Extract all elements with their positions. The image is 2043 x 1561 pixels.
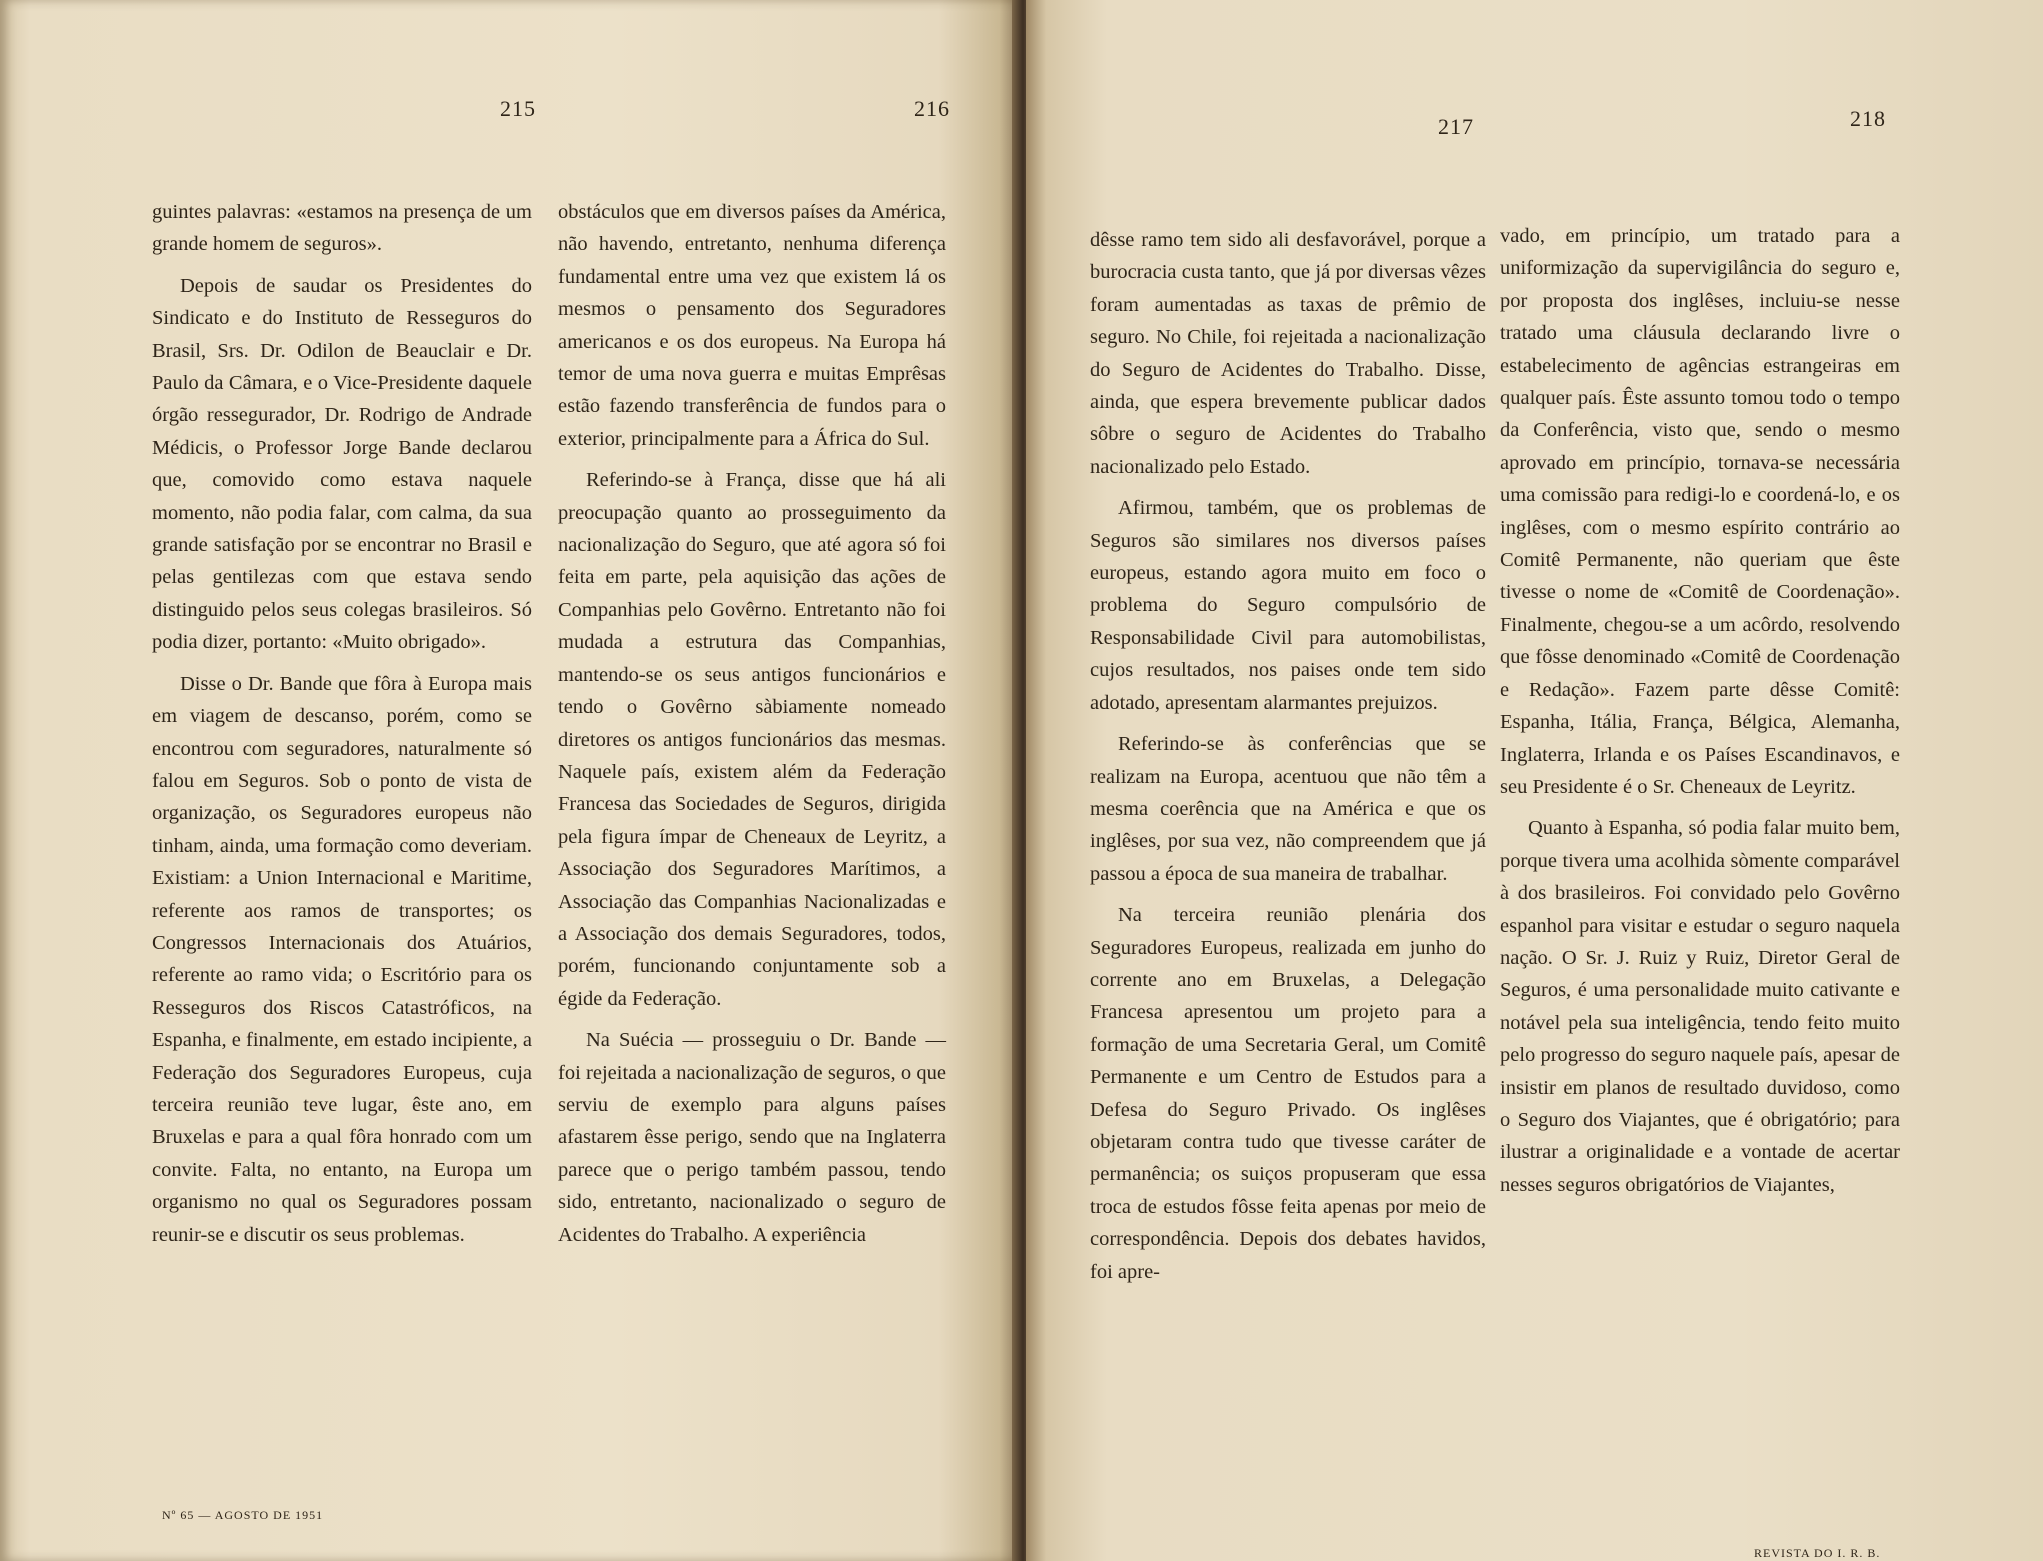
left-page xyxy=(0,0,1020,1561)
journal-footer: REVISTA DO I. R. B. xyxy=(1754,1546,1881,1560)
issue-footer: Nº 65 — AGOSTO DE 1951 xyxy=(162,1508,324,1522)
page-number: 215 xyxy=(500,96,536,121)
paragraph: Referindo-se à França, disse que há ali preocupação quanto ao prosseguimento da nacionalização do Seguro, que até agora só foi feita em parte, pela aquisição das ações de Companhias pelo Govêrno. Entretanto não foi mudada a estrutura das Companhias, mantendo-se os seus antigos funcionários e tendo o Govêrno sàbiamente nomeado diretores os antigos funcionários das mesmas. Naquele país, existem além da Federação Francesa das Sociedades de Seguros, dirigida pela figura ímpar de Cheneaux de Leyritz, a Associação dos Seguradores Marítimos, a Associação das Companhias Nacionalizadas e a Associação dos demais Seguradores, todos, porém, funcionando conjuntamente sob a égide da Federação. xyxy=(558,469,946,1010)
paragraph: guintes palavras: «estamos na presença de um grande homem de seguros». xyxy=(152,201,532,256)
page-number: 216 xyxy=(914,96,950,121)
paragraph: obstáculos que em diversos países da América, não havendo, entretanto, nenhuma diferença fundamental entre uma vez que existem lá os mesmos o pensamento dos Seguradores americanos e os dos europeus. Na Europa há temor de uma nova guerra e muitas Emprêsas estão fazendo transferência de fundos para o exterior, principalmente para a África do Sul. xyxy=(558,201,946,450)
paragraph: Afirmou, também, que os problemas de Seguros são similares nos diversos países europeus, estando agora muito em foco o problema do Seguro compulsório de Responsabilidade Civil para automobilistas, cujos resultados, nos paises onde tem sido adotado, apresentam alarmantes prejuizos. xyxy=(1090,497,1486,714)
paragraph: Na Suécia — prosseguiu o Dr. Bande — foi rejeitada a nacionalização de seguros, o que serviu de exemplo para alguns países afastarem êsse perigo, sendo que na Inglaterra parece que o perigo também passou, tendo sido, entretanto, nacionalizado o seguro de Acidentes do Trabalho. A experiência xyxy=(558,1029,946,1246)
text-column-3 xyxy=(1090,224,1486,1288)
text-column-4 xyxy=(1500,220,1900,1201)
paragraph: Quanto à Espanha, só podia falar muito bem, porque tivera uma acolhida sòmente comparável à dos brasileiros. Foi convidado pelo Govêrno espanhol para visitar e estudar o seguro naquela nação. O Sr. J. Ruiz y Ruiz, Diretor Geral de Seguros, é uma personalidade muito cativante e notável pela sua inteligência, tendo feito muito pelo progresso do seguro naquele país, apesar de insistir em planos de resultado duvidoso, como o Seguro dos Viajantes, que é obrigatório; para ilustrar a originalidade e a vontade de acertar nesses seguros obrigatórios de Viajantes, xyxy=(1500,817,1900,1196)
text-column-1 xyxy=(152,196,532,1251)
paragraph: Na terceira reunião plenária dos Seguradores Europeus, realizada em junho do corrente ano em Bruxelas, a Delegação Francesa apresentou um projeto para a formação de uma Secretaria Geral, um Comitê Permanente e um Centro de Estudos para a Defesa do Seguro Privado. Os inglêses objetaram contra tudo que tivesse caráter de permanência; os suiços propuseram que essa troca de estudos fôsse feita apenas por meio de correspondência. Depois dos debates havidos, foi apre- xyxy=(1090,904,1486,1283)
paragraph: Depois de saudar os Presidentes do Sindicato e do Instituto de Resseguros do Brasil, Srs. Dr. Odilon de Beauclair e Dr. Paulo da Câmara, e o Vice-Presidente daquele órgão ressegurador, Dr. Rodrigo de Andrade Médicis, o Professor Jorge Bande declarou que, comovido como estava naquele momento, não podia falar, com calma, da sua grande satisfação por se encontrar no Brasil e pelas gentilezas com que estava sendo distinguido pelos seus colegas brasileiros. Só podia dizer, portanto: «Muito obrigado». xyxy=(152,274,532,654)
right-page xyxy=(1026,0,2043,1561)
paragraph: vado, em princípio, um tratado para a uniformização da supervigilância do seguro e, por proposta dos inglêses, incluiu-se nesse tratado uma cláusula declarando livre o estabelecimento de agências estrangeiras em qualquer país. Êste assunto tomou todo o tempo da Conferência, visto que, sendo o mesmo aprovado em princípio, tornava-se necessária uma comissão para redigi-lo e coordená-lo, e os inglêses, com o mesmo espírito contrário ao Comitê Permanente, não queriam que êste tivesse o nome de «Comitê de Coordenação». Finalmente, chegou-se a um acôrdo, resolvendo que fôsse denominado «Comitê de Coordenação e Redação». Fazem parte dêsse Comitê: Espanha, Itália, França, Bélgica, Alemanha, Inglaterra, Irlanda e os Países Escandinavos, e seu Presidente é o Sr. Cheneaux de Leyritz. xyxy=(1500,225,1900,798)
paragraph: dêsse ramo tem sido ali desfavorável, porque a burocracia custa tanto, que já por diversas vêzes foram aumentadas as taxas de prêmio de seguro. No Chile, foi rejeitada a nacionalização do Seguro de Acidentes do Trabalho. Disse, ainda, que espera brevemente publicar dados sôbre o seguro de Acidentes do Trabalho nacionalizado pelo Estado. xyxy=(1090,229,1486,478)
paragraph: Referindo-se às conferências que se realizam na Europa, acentuou que não têm a mesma coerência que na América e que os inglêses, por sua vez, não compreendem que já passou a época de sua maneira de trabalhar. xyxy=(1090,733,1486,885)
paragraph: Disse o Dr. Bande que fôra à Europa mais em viagem de descanso, porém, como se encontrou com seguradores, naturalmente só falou em Seguros. Sob o ponto de vista de organização, os Seguradores europeus não tinham, ainda, uma formação como deveriam. Existiam: a Union Internacional e Maritime, referente aos ramos de transportes; os Congressos Internacionais dos Atuários, referente ao ramo vida; o Escritório para os Resseguros dos Riscos Catastróficos, na Espanha, e finalmente, em estado incipiente, a Federação dos Seguradores Europeus, cuja terceira reunião teve lugar, êste ano, em Bruxelas e para a qual fôra honrado com um convite. Falta, no entanto, na Europa um organismo no qual os Seguradores possam reunir-se e discutir os seus problemas. xyxy=(152,672,532,1246)
text-column-2 xyxy=(558,196,946,1251)
page-number: 218 xyxy=(1850,106,1886,131)
page-number: 217 xyxy=(1438,114,1474,139)
